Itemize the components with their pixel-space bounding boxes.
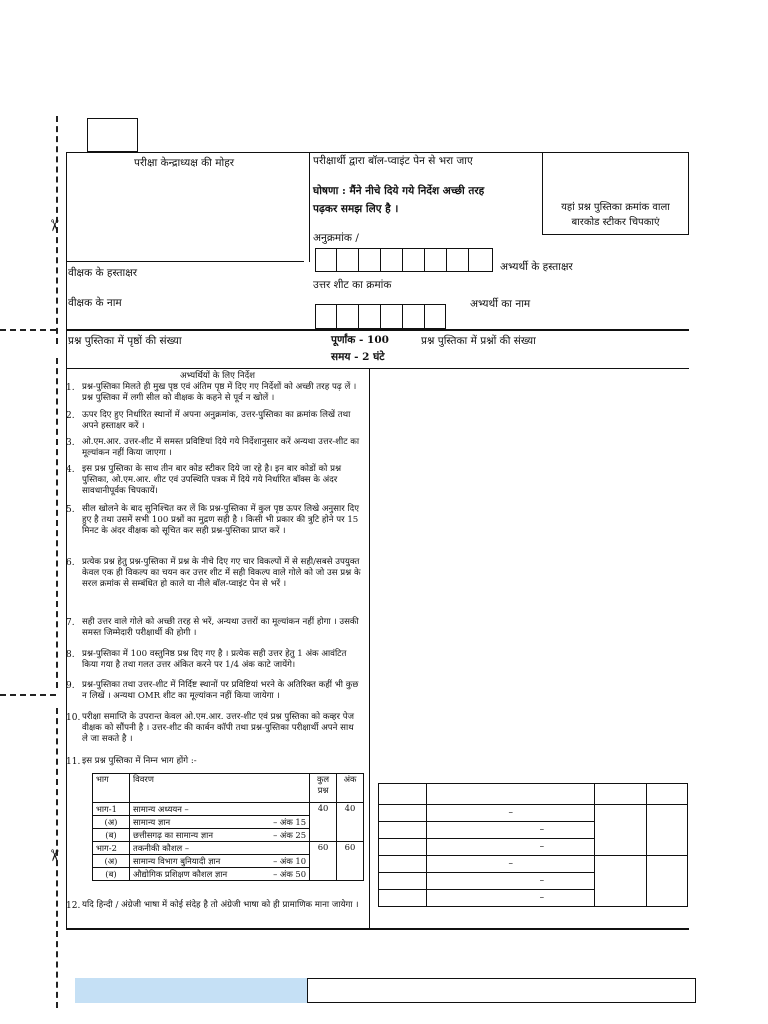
instruction-item: 7. सही उत्तर वाले गोले को अच्छी तरह से भरें, अन्यथा उत्तरों का मूल्यांकन नहीं होगा । उसकी समस्त जिम्मेदारी परीक्षार्थी की होगी । [66, 617, 359, 639]
barcode-instruction: यहां प्रश्न पुस्तिका क्रमांक वाला बारकोड स्टीकर चिपकाएं [561, 202, 670, 228]
header-divider-line [309, 152, 310, 262]
header-bottom-line [66, 329, 689, 331]
instruction-item: 5. सील खोलने के बाद सुनिश्चित कर लें कि प्रश्न-पुस्तिका में कुल पृष्ठ ऊपर लिखे अनुसार दिए हुए है तथा उसमें सभी 100 प्रश्नों का मुद्रण सही है । किसी भी प्रकार की त्रुटि होने पर 15 मिनट के अंदर वीक्षक को सूचित कर सही प्रश्न-पुस्तिका प्राप्त करें । [66, 504, 359, 537]
scissors-icon: ✂ [45, 218, 65, 233]
table-row: – [379, 822, 688, 839]
instructions-right-line [369, 368, 370, 928]
table-row: (ब) औद्योगिक प्रशिक्षण कौशल ज्ञान – अंक 50 [93, 868, 364, 881]
instruction-item: 11. इस प्रश्न पुस्तिका में निम्न भाग होंगे :- [66, 756, 197, 767]
questions-count-label: प्रश्न पुस्तिका में प्रश्नों की संख्या [421, 335, 536, 347]
cut-line-vertical-middle [56, 358, 58, 688]
candidate-signature-label: अभ्यर्थी के हस्ताक्षर [500, 261, 573, 273]
instruction-item: 3. ओ.एम.आर. उत्तर-शीट में समस्त प्रविष्टियां दिये गये निर्देशानुसार करें अन्यथा उत्तर-शीट का मूल्यांकन नहीं किया जाएगा । [66, 437, 360, 459]
table-row: – [379, 890, 688, 907]
table-row [379, 784, 688, 805]
cut-line-horizontal-bottom [0, 694, 56, 696]
declaration-line2: पढ़कर समझ लिए है । [313, 203, 399, 215]
table-row: – [379, 805, 688, 822]
roll-number-boxes[interactable] [315, 248, 493, 272]
exam-time: समय - 2 घंटे [331, 351, 385, 363]
instructions-heading: अभ्यर्थियों के लिए निर्देश [179, 371, 256, 381]
instruction-item: 6. प्रत्येक प्रश्न हेतु प्रश्न-पुस्तिका में प्रश्न के नीचे दिए गए चार विकल्पों में से सही/सबसे उपयुक्त केवल एक ही विकल्प का चयन कर उत्तर शीट में सही विकल्प वाले गोले को जो उस प्रश्न के सरल क्रमांक से सम्बंधित हो काले या नीले बॉल-प्वाइंट पेन से भरें । [66, 557, 361, 590]
blank-table [378, 783, 688, 907]
footer-empty-box [307, 978, 696, 1003]
table-row: – [379, 873, 688, 890]
header-top-line [66, 152, 542, 153]
table-row: (अ) सामान्य विभाग बुनियादी ज्ञान – अंक 10 [93, 855, 364, 868]
parts-table [92, 773, 364, 881]
instructions-bottom-line [66, 928, 689, 930]
instruction-item: 8. प्रश्न-पुस्तिका में 100 वस्तुनिष्ठ प्रश्न दिए गए है । प्रत्येक सही उत्तर हेतु 1 अंक आवंटित किया गया है तथा गलत उत्तर अंकित करने पर 1/4 अंक काटे जायेंगे। [66, 649, 347, 671]
table-row: (ब) छत्तीसगढ़ का सामान्य ज्ञान – अंक 25 [93, 829, 364, 842]
pages-count-label: प्रश्न पुस्तिका में पृष्ठों की संख्या [68, 335, 182, 347]
table-row: भाग-2 तकनीकी कौशल – 60 60 [93, 842, 364, 855]
table-row: – [379, 839, 688, 856]
instruction-item: 2. ऊपर दिए हुए निर्धारित स्थानों में अपना अनुक्रमांक, उत्तर-पुस्तिका का क्रमांक लिखें तथा अपने हस्ताक्षर करें । [66, 410, 351, 432]
answer-sheet-number-label: उत्तर शीट का क्रमांक [313, 279, 392, 291]
invigilator-signature-label: वीक्षक के हस्ताक्षर [68, 267, 138, 279]
table-header-row: भाग विवरण कुल प्रश्न अंक [93, 774, 364, 803]
instruction-item: 4. इस प्रश्न पुस्तिका के साथ तीन बार कोड स्टीकर दिये जा रहे है। इन बार कोडों को प्रश्न पुस्तिका, ओ.एम.आर. शीट एवं उपस्थिति पत्रक में दिये गये निर्धारित बॉक्स के अंदर सावधानीपूर्वक चिपकायें। [66, 464, 342, 497]
roll-number-label: अनुक्रमांक / [313, 232, 359, 244]
instruction-item: 1. प्रश्न-पुस्तिका मिलते ही मुख पृष्ठ एवं अंतिम पृष्ठ में दिए गए निर्देशों को अच्छी तरह पढ़ लें । प्रश्न पुस्तिका में लगी सील को वीक्षक के कहने से पूर्व न खोलें । [66, 382, 357, 404]
header-left-line [66, 152, 67, 329]
scissors-icon: ✂ [45, 848, 65, 863]
instruction-item: 12. यदि हिन्दी / अंग्रेजी भाषा में कोई संदेह है तो अंग्रेजी भाषा को ही प्रामाणिक माना जायेगा । [66, 900, 359, 911]
candidate-name-label: अभ्यर्थी का नाम [470, 298, 531, 310]
stamp-bottom-line [66, 261, 304, 262]
stamp-label: परीक्षा केन्द्राध्यक्ष की मोहर [134, 157, 235, 169]
instruction-item: 10. परीक्षा समाप्ति के उपरान्त केवल ओ.एम.आर. उत्तर-शीट एवं प्रश्न पुस्तिका को कव्हर पेज वीक्षक को सौंपनी है । उत्तर-शीट की कार्बन कॉपी तथा प्रश्न-पुस्तिका परीक्षार्थी अपने साथ ले जा सकते है । [66, 712, 354, 745]
footer-colored-box [75, 978, 307, 1003]
table-row: (अ) सामान्य ज्ञान – अंक 15 [93, 816, 364, 829]
table-row: भाग-1 सामान्य अध्ययन – 40 40 [93, 803, 364, 816]
invigilator-name-label: वीक्षक के नाम [68, 297, 122, 309]
code-box [87, 118, 138, 152]
total-marks: पूर्णांक - 100 [331, 334, 389, 346]
fill-note: परीक्षार्थी द्वारा बॉल-प्वाइंट पेन से भरा जाए [313, 155, 473, 167]
table-row: – [379, 856, 688, 873]
instruction-item: 9. प्रश्न-पुस्तिका तथा उत्तर-शीट में निर्दिष्ट स्थानों पर प्रविष्टियां भरने के अतिरिक्त कहीं भी कुछ न लिखें । अन्यथा OMR शीट का मूल्यांकन नहीं किया जायेगा । [66, 680, 359, 702]
instructions-top-line [66, 368, 689, 369]
answer-sheet-number-boxes[interactable] [315, 304, 446, 329]
declaration-line1: घोषणा : मैंने नीचे दिये गये निर्देश अच्छी तरह [313, 185, 485, 197]
cut-line-horizontal-top [0, 329, 56, 331]
